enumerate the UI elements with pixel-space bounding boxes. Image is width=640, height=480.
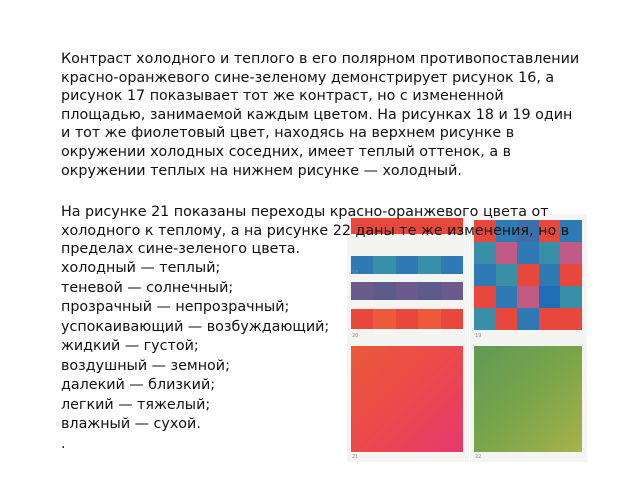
figure-18-strip-3 bbox=[351, 282, 463, 300]
figure-21-caption: 21 bbox=[352, 454, 359, 460]
figure-22-gradient bbox=[474, 346, 582, 452]
list-item: легкий — тяжелый; bbox=[61, 396, 211, 413]
list-item: далекий — близкий; bbox=[61, 377, 216, 393]
figure-20-caption: 20 bbox=[352, 333, 359, 339]
figure-19-caption: 19 bbox=[475, 333, 482, 339]
list-item: жидкий — густой; bbox=[61, 338, 199, 354]
contrast-list bbox=[61, 259, 329, 454]
list-item: прозрачный — непрозрачный; bbox=[61, 299, 290, 315]
figure-21-gradient bbox=[351, 346, 463, 452]
paragraph-2: На рисунке 21 показаны переходы красно-оранжевого цвета от холодного к теплому, а на рисунке 22 даны те же изменения, но в пределах сине-зеленого цвета. bbox=[61, 204, 570, 258]
figure-18-caption: 18 bbox=[352, 270, 359, 276]
figure-22-caption: 22 bbox=[475, 454, 482, 460]
list-item: успокаивающий — возбуждающий; bbox=[61, 318, 330, 335]
list-item: теневой — солнечный; bbox=[61, 279, 234, 296]
paragraph-1: Контраст холодного и теплого в его полярном противопоставлении красно-оранжевого сине-зеленому демонстрирует рисунок 16, а рисунок 17 показывает тот же контраст, но с измененной площадью, занимаемой каждым цветом. На рисунках 18 и 19 один и тот же фиолетовый цвет, находясь на верхнем рисунке в окружении холодных соседних, имеет теплый оттенок, а в окружении теплых на нижнем рисунке — холодный. bbox=[61, 51, 580, 179]
list-item: воздушный — земной; bbox=[61, 357, 230, 374]
list-item: . bbox=[61, 435, 66, 452]
list-item: холодный — теплый; bbox=[61, 260, 221, 276]
figure-18-strip-4 bbox=[351, 309, 463, 329]
list-item: влажный — сухой. bbox=[61, 416, 201, 432]
